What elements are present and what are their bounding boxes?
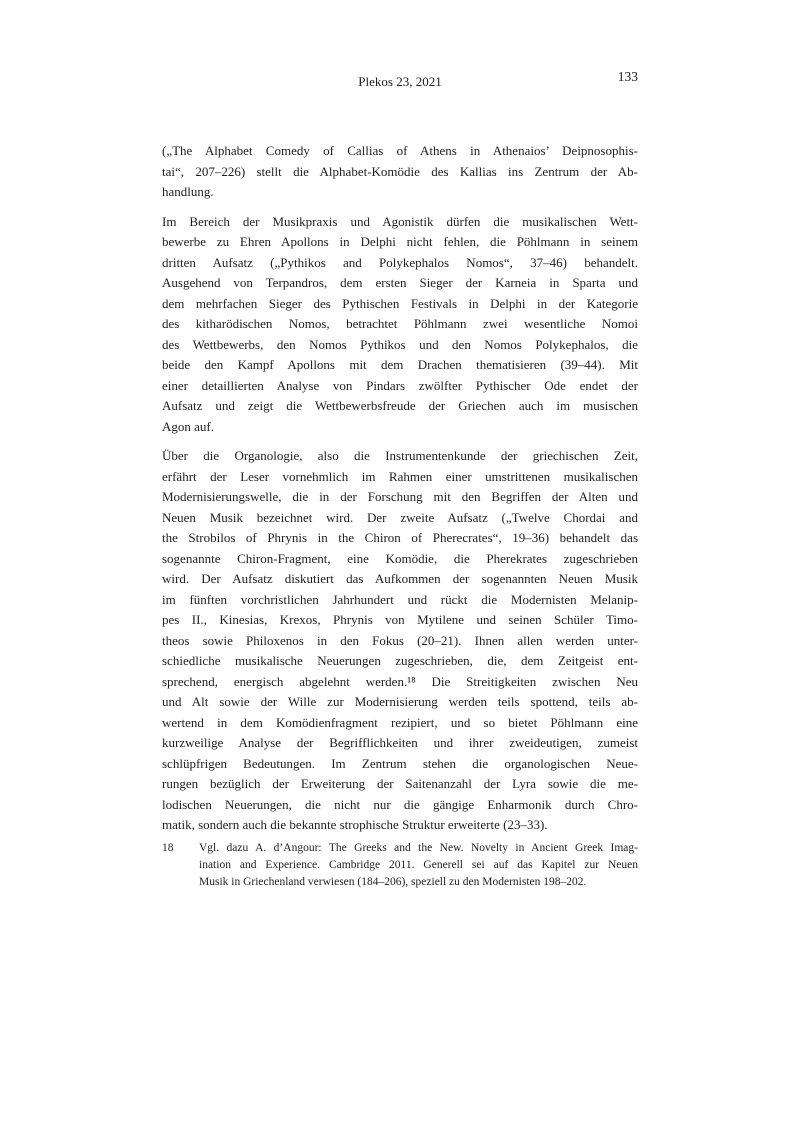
text-line: ination and Experience. Cambridge 2011. Generell sei auf das Kapitel zur Neuen — [199, 859, 638, 871]
footnote-text — [199, 840, 638, 891]
text-line: des Wettbewerbs, den Nomos Pythikos und den Nomos Polykephalos, die — [162, 336, 638, 352]
text-line: dritten Aufsatz („Pythikos and Polykephalos Nomos“, 37–46) behandelt. — [162, 254, 638, 270]
text-line: Aufsatz und zeigt die Wettbewerbsfreude der Griechen auch im musischen — [162, 398, 638, 413]
journal-title: Plekos 23, 2021 — [358, 74, 442, 89]
text-line: sogenannte Chiron-Fragment, eine Komödie, die Pherekrates zugeschrieben — [162, 550, 638, 566]
text-line: einer detaillierten Analyse von Pindars zwölfter Pythischer Ode endet der — [162, 377, 638, 393]
text-line: schlüpfrigen Bedeutungen. Im Zentrum stehen die organologischen Neue- — [162, 755, 638, 771]
text-line: Ausgehend von Terpandros, dem ersten Sieger der Karneia in Sparta und — [162, 275, 638, 290]
text-line: bewerbe zu Ehren Apollons in Delphi nicht fehlen, die Pöhlmann in seinem — [162, 234, 638, 249]
text-line: sprechend, energisch abgelehnt werden.¹⁸ Die Streitigkeiten zwischen Neu — [162, 673, 638, 689]
text-line: Musik in Griechenland verwiesen (184–206), speziell zu den Modernisten 198–202. — [199, 876, 587, 888]
text-line: und Alt sowie der Wille zur Modernisierung werden teils spottend, teils ab- — [162, 694, 638, 709]
text-line: theos sowie Philoxenos in den Fokus (20–21). Ihnen allen werden unter- — [162, 632, 638, 648]
paragraph — [162, 446, 638, 836]
text-line: matik, sondern auch die bekannte strophische Struktur erweiterte (23–33). — [162, 817, 548, 832]
text-line: handlung. — [162, 184, 214, 199]
text-line: the Strobilos of Phrynis in the Chiron of Pherecrates“, 19–36) behandelt das — [162, 530, 638, 545]
text-line: Im Bereich der Musikpraxis und Agonistik dürfen die musikalischen Wett- — [162, 213, 638, 229]
text-line: im fünften vorchristlichen Jahrhundert und rückt die Modernisten Melanip- — [162, 591, 638, 607]
text-line: („The Alphabet Comedy of Callias of Athens in Athenaios’ Deipnosophis- — [162, 143, 638, 158]
text-line: wird. Der Aufsatz diskutiert das Aufkommen der sogenannten Neuen Musik — [162, 571, 638, 586]
page-number: 133 — [617, 69, 638, 84]
text-line: wertend in dem Komödienfragment rezipiert, und so bietet Pöhlmann eine — [162, 714, 638, 730]
text-line: erfährt der Leser vornehmlich im Rahmen einer umstrittenen musikalischen — [162, 468, 638, 484]
paragraph — [162, 141, 638, 203]
text-line: Vgl. dazu A. d’Angour: The Greeks and the New. Novelty in Ancient Greek Imag- — [199, 842, 638, 854]
text-line: pes II., Kinesias, Krexos, Phrynis von Mytilene und seinen Schüler Timo- — [162, 612, 638, 627]
text-line: Über die Organologie, also die Instrumentenkunde der griechischen Zeit, — [162, 448, 638, 463]
paragraph — [162, 212, 638, 438]
page-header — [162, 69, 638, 90]
text-line: lodischen Neuerungen, die nicht nur die gängige Enharmonik durch Chro- — [162, 796, 638, 812]
body-text — [162, 141, 638, 845]
text-line: beide den Kampf Apollons mit dem Drachen thematisieren (39–44). Mit — [162, 357, 638, 372]
text-line: des kitharödischen Nomos, betrachtet Pöhlmann zwei wesentliche Nomoi — [162, 316, 638, 331]
footnote — [162, 840, 638, 891]
text-line: kurzweilige Analyse der Begrifflichkeiten und ihrer zweideutigen, zumeist — [162, 735, 638, 750]
text-line: tai“, 207–226) stellt die Alphabet-Komödie des Kallias ins Zentrum der Ab- — [162, 163, 638, 179]
text-line: Agon auf. — [162, 418, 214, 434]
text-line: dem mehrfachen Sieger des Pythischen Festivals in Delphi in der Kategorie — [162, 295, 638, 311]
text-line: rungen bezüglich der Erweiterung der Saitenanzahl der Lyra sowie die me- — [162, 776, 638, 791]
footnote-number: 18 — [162, 842, 174, 854]
text-line: Neuen Musik bezeichnet wird. Der zweite Aufsatz („Twelve Chordai and — [162, 509, 638, 525]
text-line: schiedliche musikalische Neuerungen zugeschrieben, die, dem Zeitgeist ent- — [162, 653, 638, 668]
text-line: Modernisierungswelle, die in der Forschung mit den Begriffen der Alten und — [162, 489, 638, 504]
